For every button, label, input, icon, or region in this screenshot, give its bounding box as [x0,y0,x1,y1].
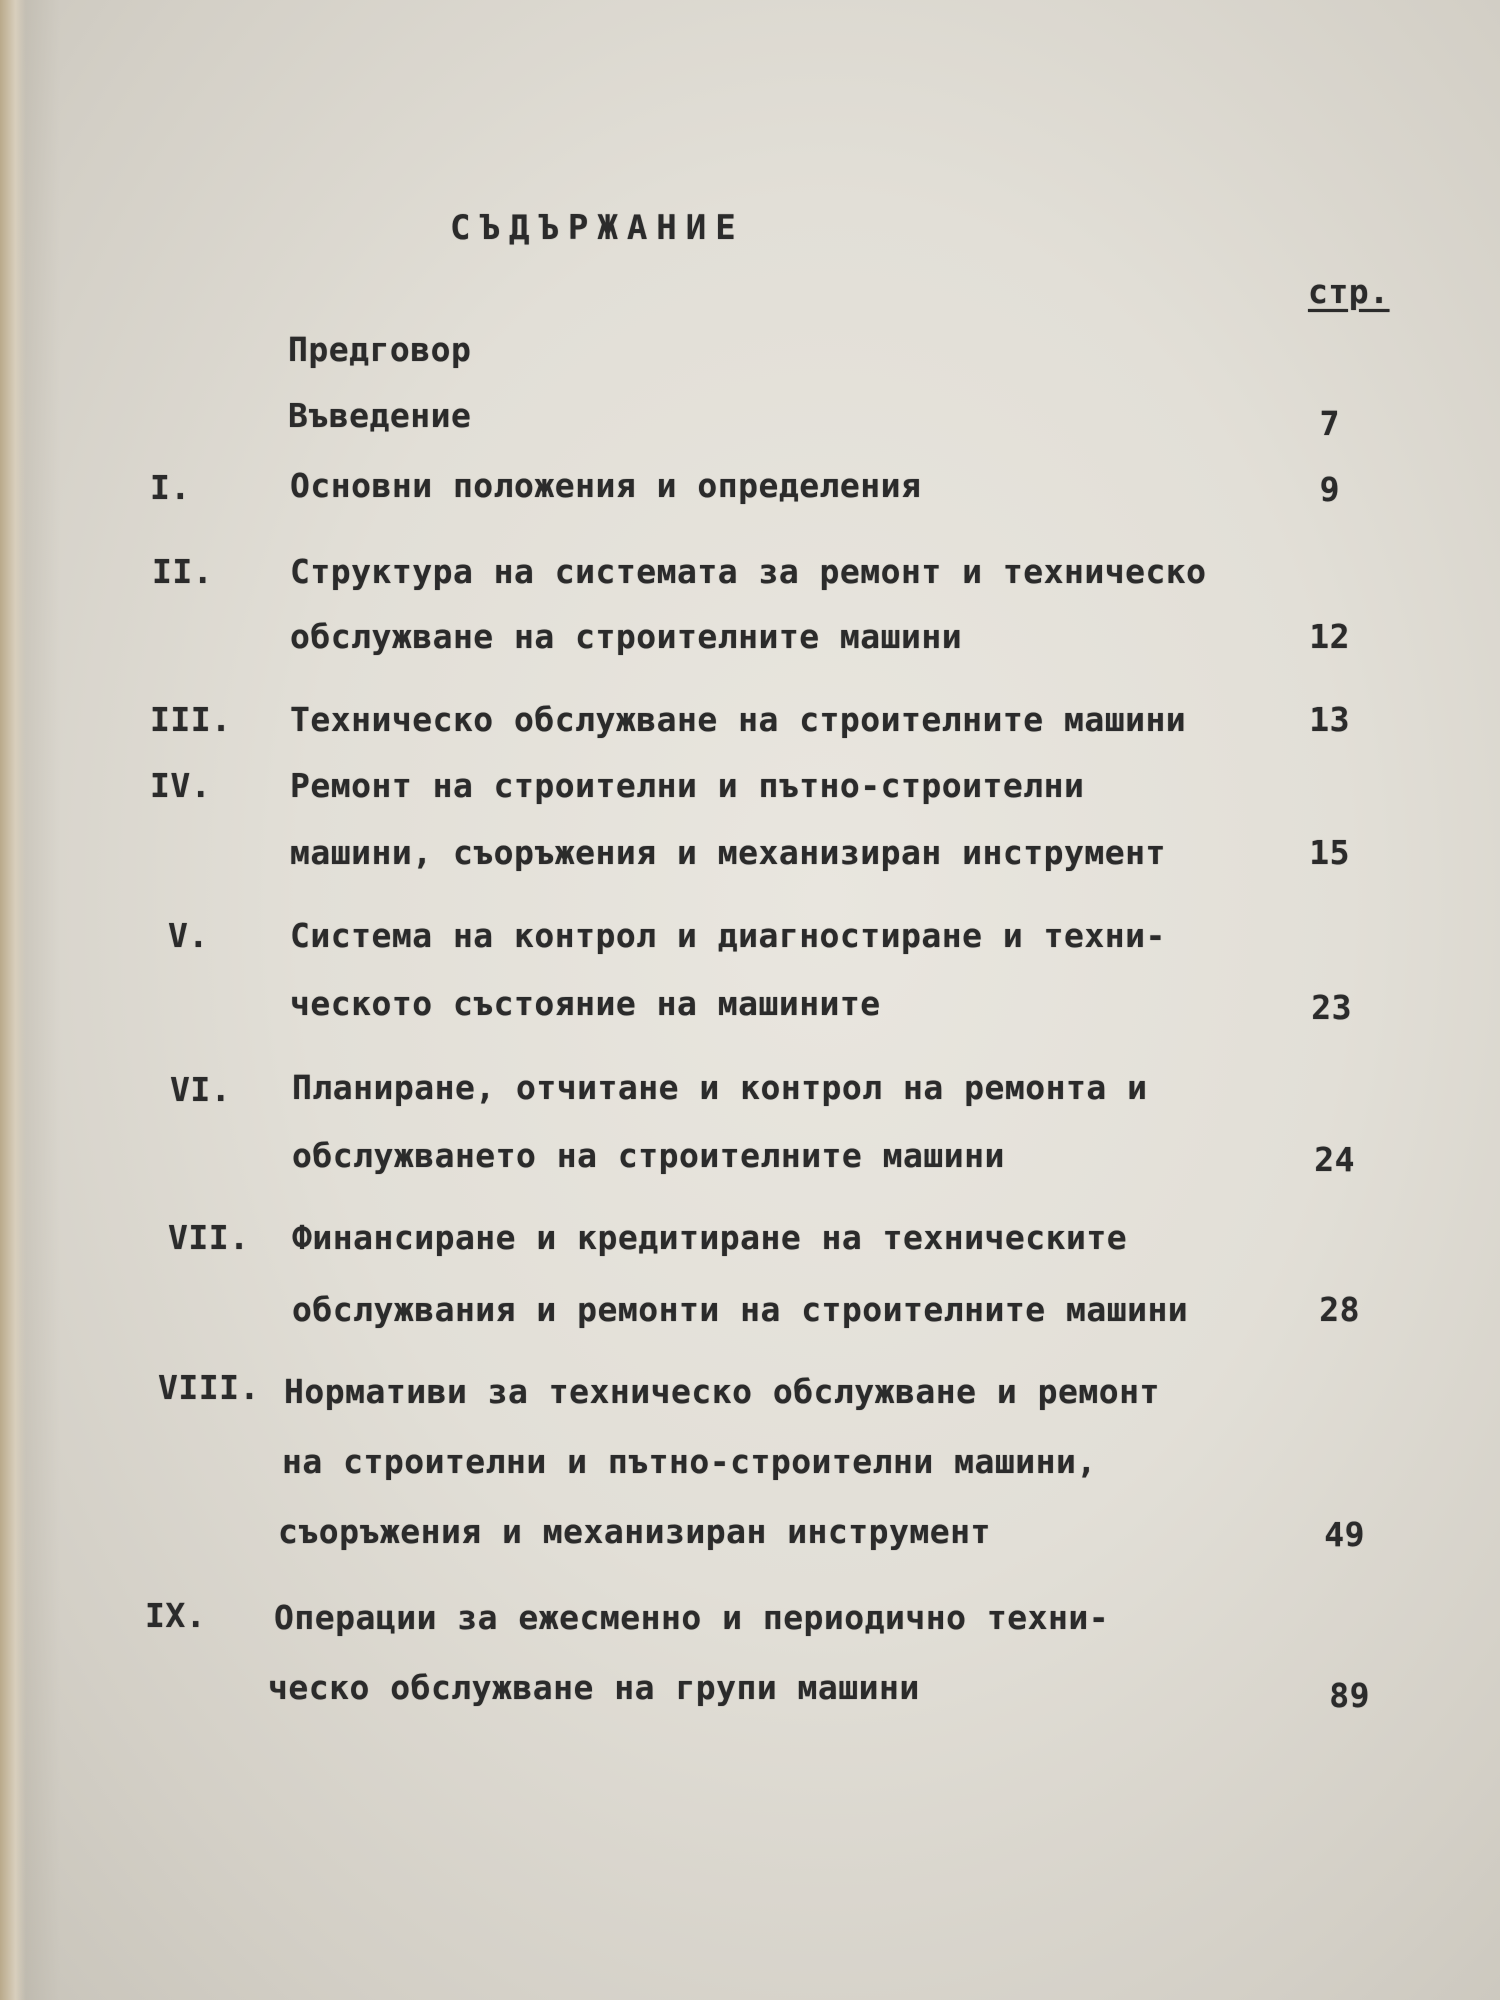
toc-roman-numeral: IX. [145,1596,207,1635]
toc-page-number: 49 [1324,1515,1365,1554]
toc-entry-introduction: Въведение [288,396,472,435]
toc-entry-line: съоръжения и механизиран инструмент [278,1512,991,1551]
toc-entry-line: Финансиране и кредитиране на техническите [292,1218,1128,1257]
toc-page-number: 15 [1309,833,1350,872]
toc-entry-line: обслужване на строителните машини [290,617,963,656]
toc-page-number: 13 [1309,700,1350,739]
toc-entry-preface: Предговор [288,330,472,369]
toc-page-number: 89 [1329,1676,1370,1715]
page-edge-shadow [0,0,26,2000]
toc-roman-numeral: V. [168,916,209,955]
page-column-label: стр. [1308,272,1390,311]
toc-entry-line: Нормативи за техническо обслужване и ремонт [284,1372,1160,1411]
toc-page-number: 24 [1314,1140,1355,1179]
toc-page-number: 9 [1319,470,1340,509]
toc-entry-line: ческо обслужване на групи машини [268,1668,920,1707]
toc-entry-line: на строителни и пътно-строителни машини, [282,1442,1097,1481]
toc-roman-numeral: I. [150,468,191,507]
toc-page-number: 7 [1319,404,1340,443]
toc-entry-line: Планиране, отчитане и контрол на ремонта и [292,1068,1148,1107]
toc-entry-line: ческото състояние на машините [290,984,881,1023]
toc-entry-line: Операции за ежесменно и периодично техни- [274,1598,1110,1637]
toc-entry-line: обслужвания и ремонти на строителните машини [292,1290,1189,1329]
toc-entry-line: машини, съоръжения и механизиран инструмент [290,833,1166,872]
toc-page-number: 28 [1319,1290,1360,1329]
toc-entry-line: Техническо обслужване на строителните машини [290,700,1187,739]
toc-roman-numeral: IV. [150,766,212,805]
toc-roman-numeral: VII. [168,1218,250,1257]
toc-page-number: 23 [1311,988,1352,1027]
toc-entry-line: Система на контрол и диагностиране и техни- [290,916,1166,955]
toc-roman-numeral: VIII. [158,1368,260,1407]
toc-entry-line: Ремонт на строителни и пътно-строителни [290,766,1085,805]
toc-entry-line: Основни положения и определения [290,466,922,505]
toc-entry-line: обслужването на строителните машини [292,1136,1005,1175]
toc-roman-numeral: VI. [170,1070,232,1109]
toc-entry-line: Структура на системата за ремонт и техническо [290,552,1207,591]
toc-roman-numeral: III. [150,700,232,739]
toc-roman-numeral: II. [152,552,214,591]
toc-title: СЪДЪРЖАНИЕ [450,208,745,248]
toc-page-number: 12 [1309,617,1350,656]
